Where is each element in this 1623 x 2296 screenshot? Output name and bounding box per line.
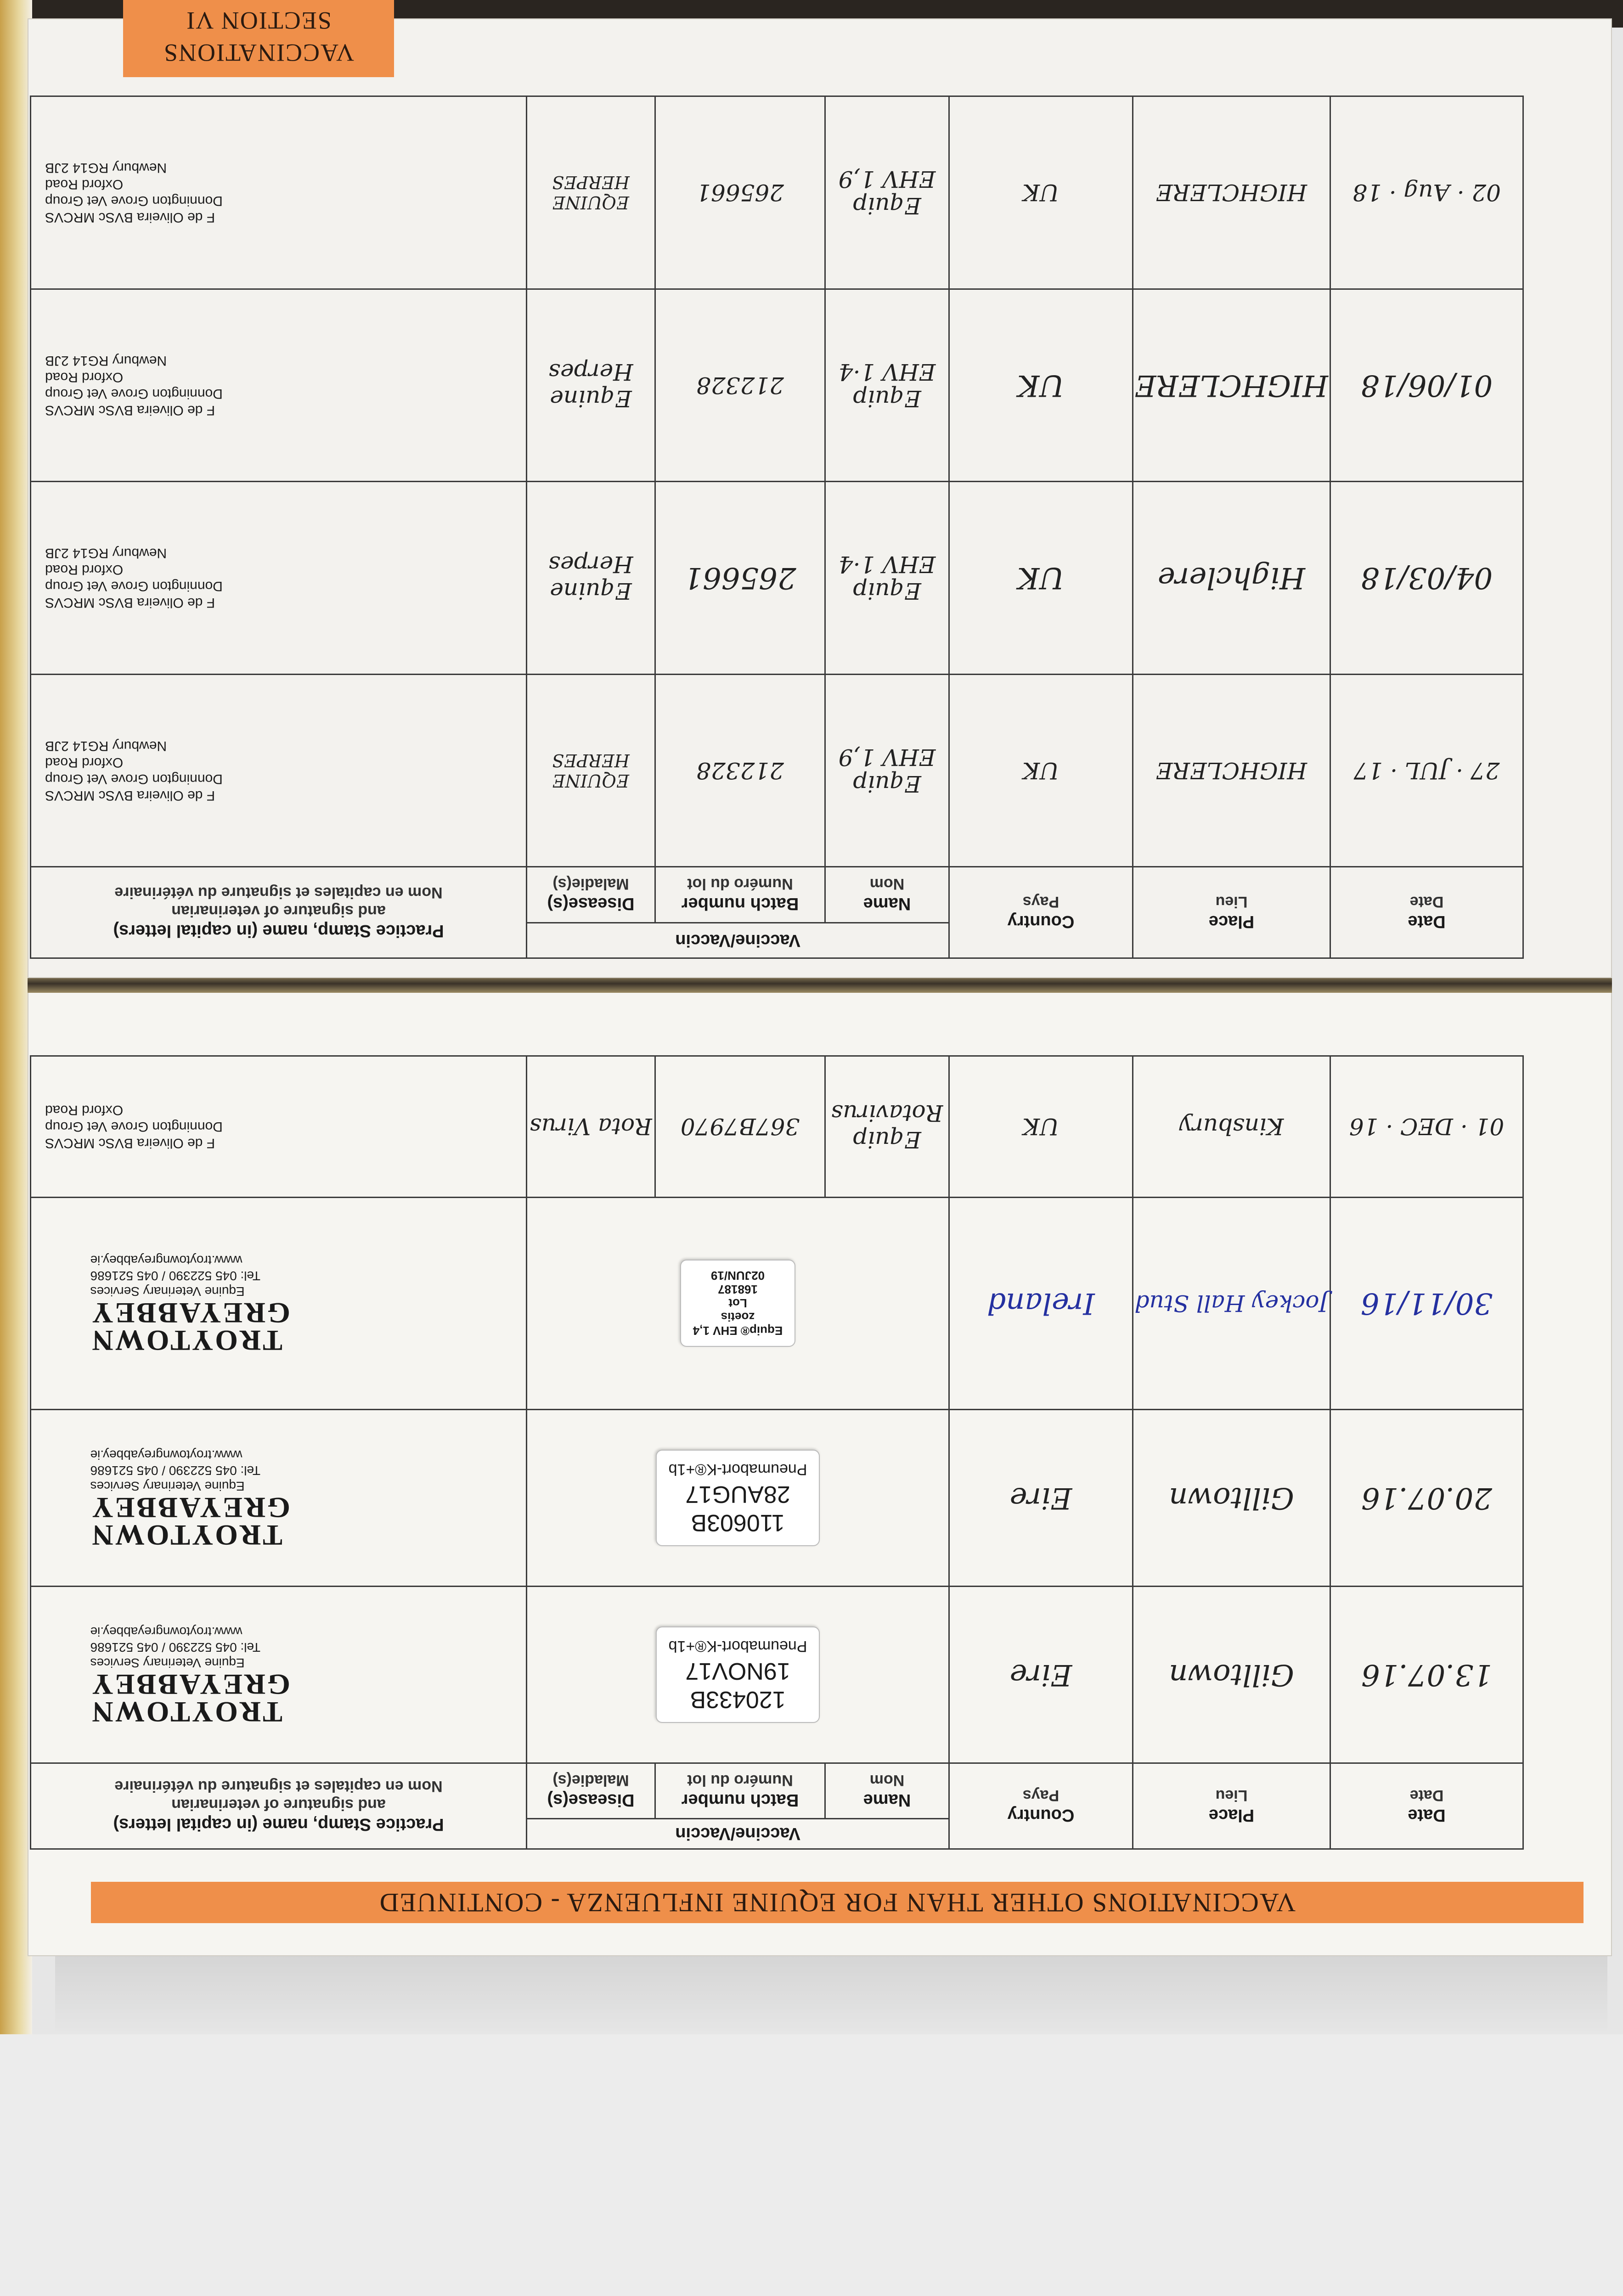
- cell-batch: 367B7970: [655, 1056, 825, 1198]
- header-date: Date Date: [1330, 867, 1523, 958]
- cell-disease: EQUINE HERPES: [527, 674, 655, 867]
- cell-country: Eire: [949, 1587, 1133, 1763]
- cell-date: 27 · JUL · 17: [1330, 674, 1523, 867]
- batch-sticker: [656, 1450, 820, 1546]
- sticker-expiry: 28AUG17: [685, 1481, 790, 1508]
- cell-place: Gilltown: [1133, 1587, 1330, 1763]
- header-place: Place Lieu: [1133, 1763, 1330, 1849]
- header-practice: Practice Stamp, name (in capital letters) and signature of veterinarian Nom en capitales et signature du vétérinaire: [31, 867, 527, 958]
- cell-vaccine-name: Equip EHV 1,9: [825, 674, 949, 867]
- zoetis-expiry: 02JUN/19: [710, 1269, 765, 1283]
- passport-spread: [28, 7, 1612, 1956]
- vet-stamp-cell: F de Oliveira BVSc MRCVS Donnington Grove Vet Group Oxford Road Newbury RG14 2JB: [31, 289, 527, 482]
- page-vaccinations-continued: [28, 987, 1612, 1956]
- zoetis-brand: zoetis: [721, 1310, 755, 1324]
- continued-banner: VACCINATIONS OTHER THAN FOR EQUINE INFLUENZA - CONTINUED: [91, 1882, 1584, 1923]
- cell-date: 04/03/18: [1330, 482, 1523, 675]
- table-row: [31, 1198, 1523, 1410]
- cell-disease: EQUINE HERPES: [527, 96, 655, 289]
- header-place: Place Lieu: [1133, 867, 1330, 958]
- sticker-lot: 120433B: [690, 1686, 786, 1713]
- cell-vaccine-name: Equip EHV 1·4: [825, 482, 949, 675]
- vaccination-table-2: [30, 96, 1524, 959]
- header-name: Name Nom: [825, 867, 949, 923]
- practice-stamp-cell: [31, 1410, 527, 1587]
- cell-country: UK: [949, 674, 1133, 867]
- vet-stamp-cell: F de Oliveira BVSc MRCVS Donnington Grove Vet Group Oxford Road Newbury RG14 2JB: [31, 96, 527, 289]
- cell-place: Kinsbury: [1133, 1056, 1330, 1198]
- cell-date: 30/11/16: [1330, 1198, 1523, 1410]
- zoetis-label-cell: [527, 1198, 949, 1410]
- practice-stamp-cell: [31, 1198, 527, 1410]
- zoetis-lot: 168187: [718, 1283, 758, 1297]
- cell-batch: 212328: [655, 674, 825, 867]
- batch-sticker: [656, 1626, 820, 1723]
- cell-country: Eire: [949, 1410, 1133, 1587]
- cell-batch: 265661: [655, 96, 825, 289]
- vet-stamp-cell: F de Oliveira BVSc MRCVS Donnington Grove Vet Group Oxford Road Newbury RG14 2JB: [31, 674, 527, 867]
- section-vi-banner: VACCINATIONS SECTION VI: [123, 0, 394, 77]
- batch-sticker-cell: [527, 1587, 949, 1763]
- vet-stamp-cell: F de Oliveira BVSc MRCVS Donnington Grove Vet Group Oxford Road: [31, 1056, 527, 1198]
- cell-disease: Equine Herpes: [527, 482, 655, 675]
- practice-stamp-cell: [31, 1587, 527, 1763]
- sticker-lot: 110603B: [691, 1509, 785, 1536]
- cell-country: UK: [949, 96, 1133, 289]
- scanner-background: [0, 2034, 1623, 2296]
- table-row: [31, 1056, 1523, 1198]
- header-practice: Practice Stamp, name (in capital letters) and signature of veterinarian Nom en capitales et signature du vétérinaire: [31, 1763, 527, 1849]
- header-batch: Batch number Numéro du lot: [655, 1763, 825, 1819]
- cell-date: 20.07.16: [1330, 1410, 1523, 1587]
- header-date: Date Date: [1330, 1763, 1523, 1849]
- zoetis-product: Equip® EHV 1,4: [693, 1324, 783, 1338]
- cell-vaccine-name: Equip Rotavirus: [825, 1056, 949, 1198]
- cell-batch: 265661: [655, 482, 825, 675]
- table-row: [31, 482, 1523, 675]
- vet-stamp-cell: F de Oliveira BVSc MRCVS Donnington Grove Vet Group Oxford Road Newbury RG14 2JB: [31, 482, 527, 675]
- cell-place: Jockey Hall Stud: [1133, 1198, 1330, 1410]
- cell-country: UK: [949, 482, 1133, 675]
- batch-sticker-cell: [527, 1410, 949, 1587]
- table-row: [31, 1410, 1523, 1587]
- cell-date: 13.07.16: [1330, 1587, 1523, 1763]
- cell-country: UK: [949, 1056, 1133, 1198]
- header-disease: Disease(s) Maladie(s): [527, 867, 655, 923]
- header-country: Country Pays: [949, 867, 1133, 958]
- header-disease: Disease(s) Maladie(s): [527, 1763, 655, 1819]
- practice-stamp: TROYTOWN GREYABBEY Equine Veterinary Services Tel: 045 522390 / 045 521686 www.troytowngreyabbey.ie: [90, 1253, 291, 1357]
- cell-place: Gilltown: [1133, 1410, 1330, 1587]
- vaccination-table-1: [30, 1055, 1524, 1850]
- cell-date: 02 · Aug · 18: [1330, 96, 1523, 289]
- table-row: [31, 674, 1523, 867]
- cell-disease: Rota Virus: [527, 1056, 655, 1198]
- cell-place: HIGHCLERE: [1133, 289, 1330, 482]
- sticker-expiry: 19NOV17: [685, 1658, 790, 1684]
- cell-place: HIGHCLERE: [1133, 96, 1330, 289]
- header-batch: Batch number Numéro du lot: [655, 867, 825, 923]
- cell-place: Highclere: [1133, 482, 1330, 675]
- cell-disease: Equine Herpes: [527, 289, 655, 482]
- header-country: Country Pays: [949, 1763, 1133, 1849]
- sticker-product: Pneumabort-K®+1b: [668, 1638, 807, 1655]
- page-section-vi: [28, 7, 1612, 978]
- header-name: Name Nom: [825, 1763, 949, 1819]
- table-row: [31, 1587, 1523, 1763]
- header-vaccine: Vaccine/Vaccin: [527, 1819, 949, 1849]
- cell-batch: 212328: [655, 289, 825, 482]
- table-row: [31, 96, 1523, 289]
- practice-stamp: TROYTOWN GREYABBEY Equine Veterinary Services Tel: 045 522390 / 045 521686 www.troytowngreyabbey.ie: [90, 1625, 291, 1728]
- cell-country: Ireland: [949, 1198, 1133, 1410]
- cell-date: 01 · DEC · 16: [1330, 1056, 1523, 1198]
- sticker-product: Pneumabort-K®+1b: [668, 1461, 807, 1478]
- cell-country: UK: [949, 289, 1133, 482]
- practice-stamp: TROYTOWN GREYABBEY Equine Veterinary Services Tel: 045 522390 / 045 521686 www.troytowngreyabbey.ie: [90, 1448, 291, 1552]
- header-vaccine: Vaccine/Vaccin: [527, 923, 949, 958]
- zoetis-lot-label: Lot: [728, 1296, 747, 1311]
- cell-date: 01/06/18: [1330, 289, 1523, 482]
- cell-vaccine-name: Equip EHV 1·4: [825, 289, 949, 482]
- cell-vaccine-name: Equip EHV 1,9: [825, 96, 949, 289]
- cell-place: HIGHCLERE: [1133, 674, 1330, 867]
- zoetis-label: [680, 1260, 795, 1347]
- table-row: [31, 289, 1523, 482]
